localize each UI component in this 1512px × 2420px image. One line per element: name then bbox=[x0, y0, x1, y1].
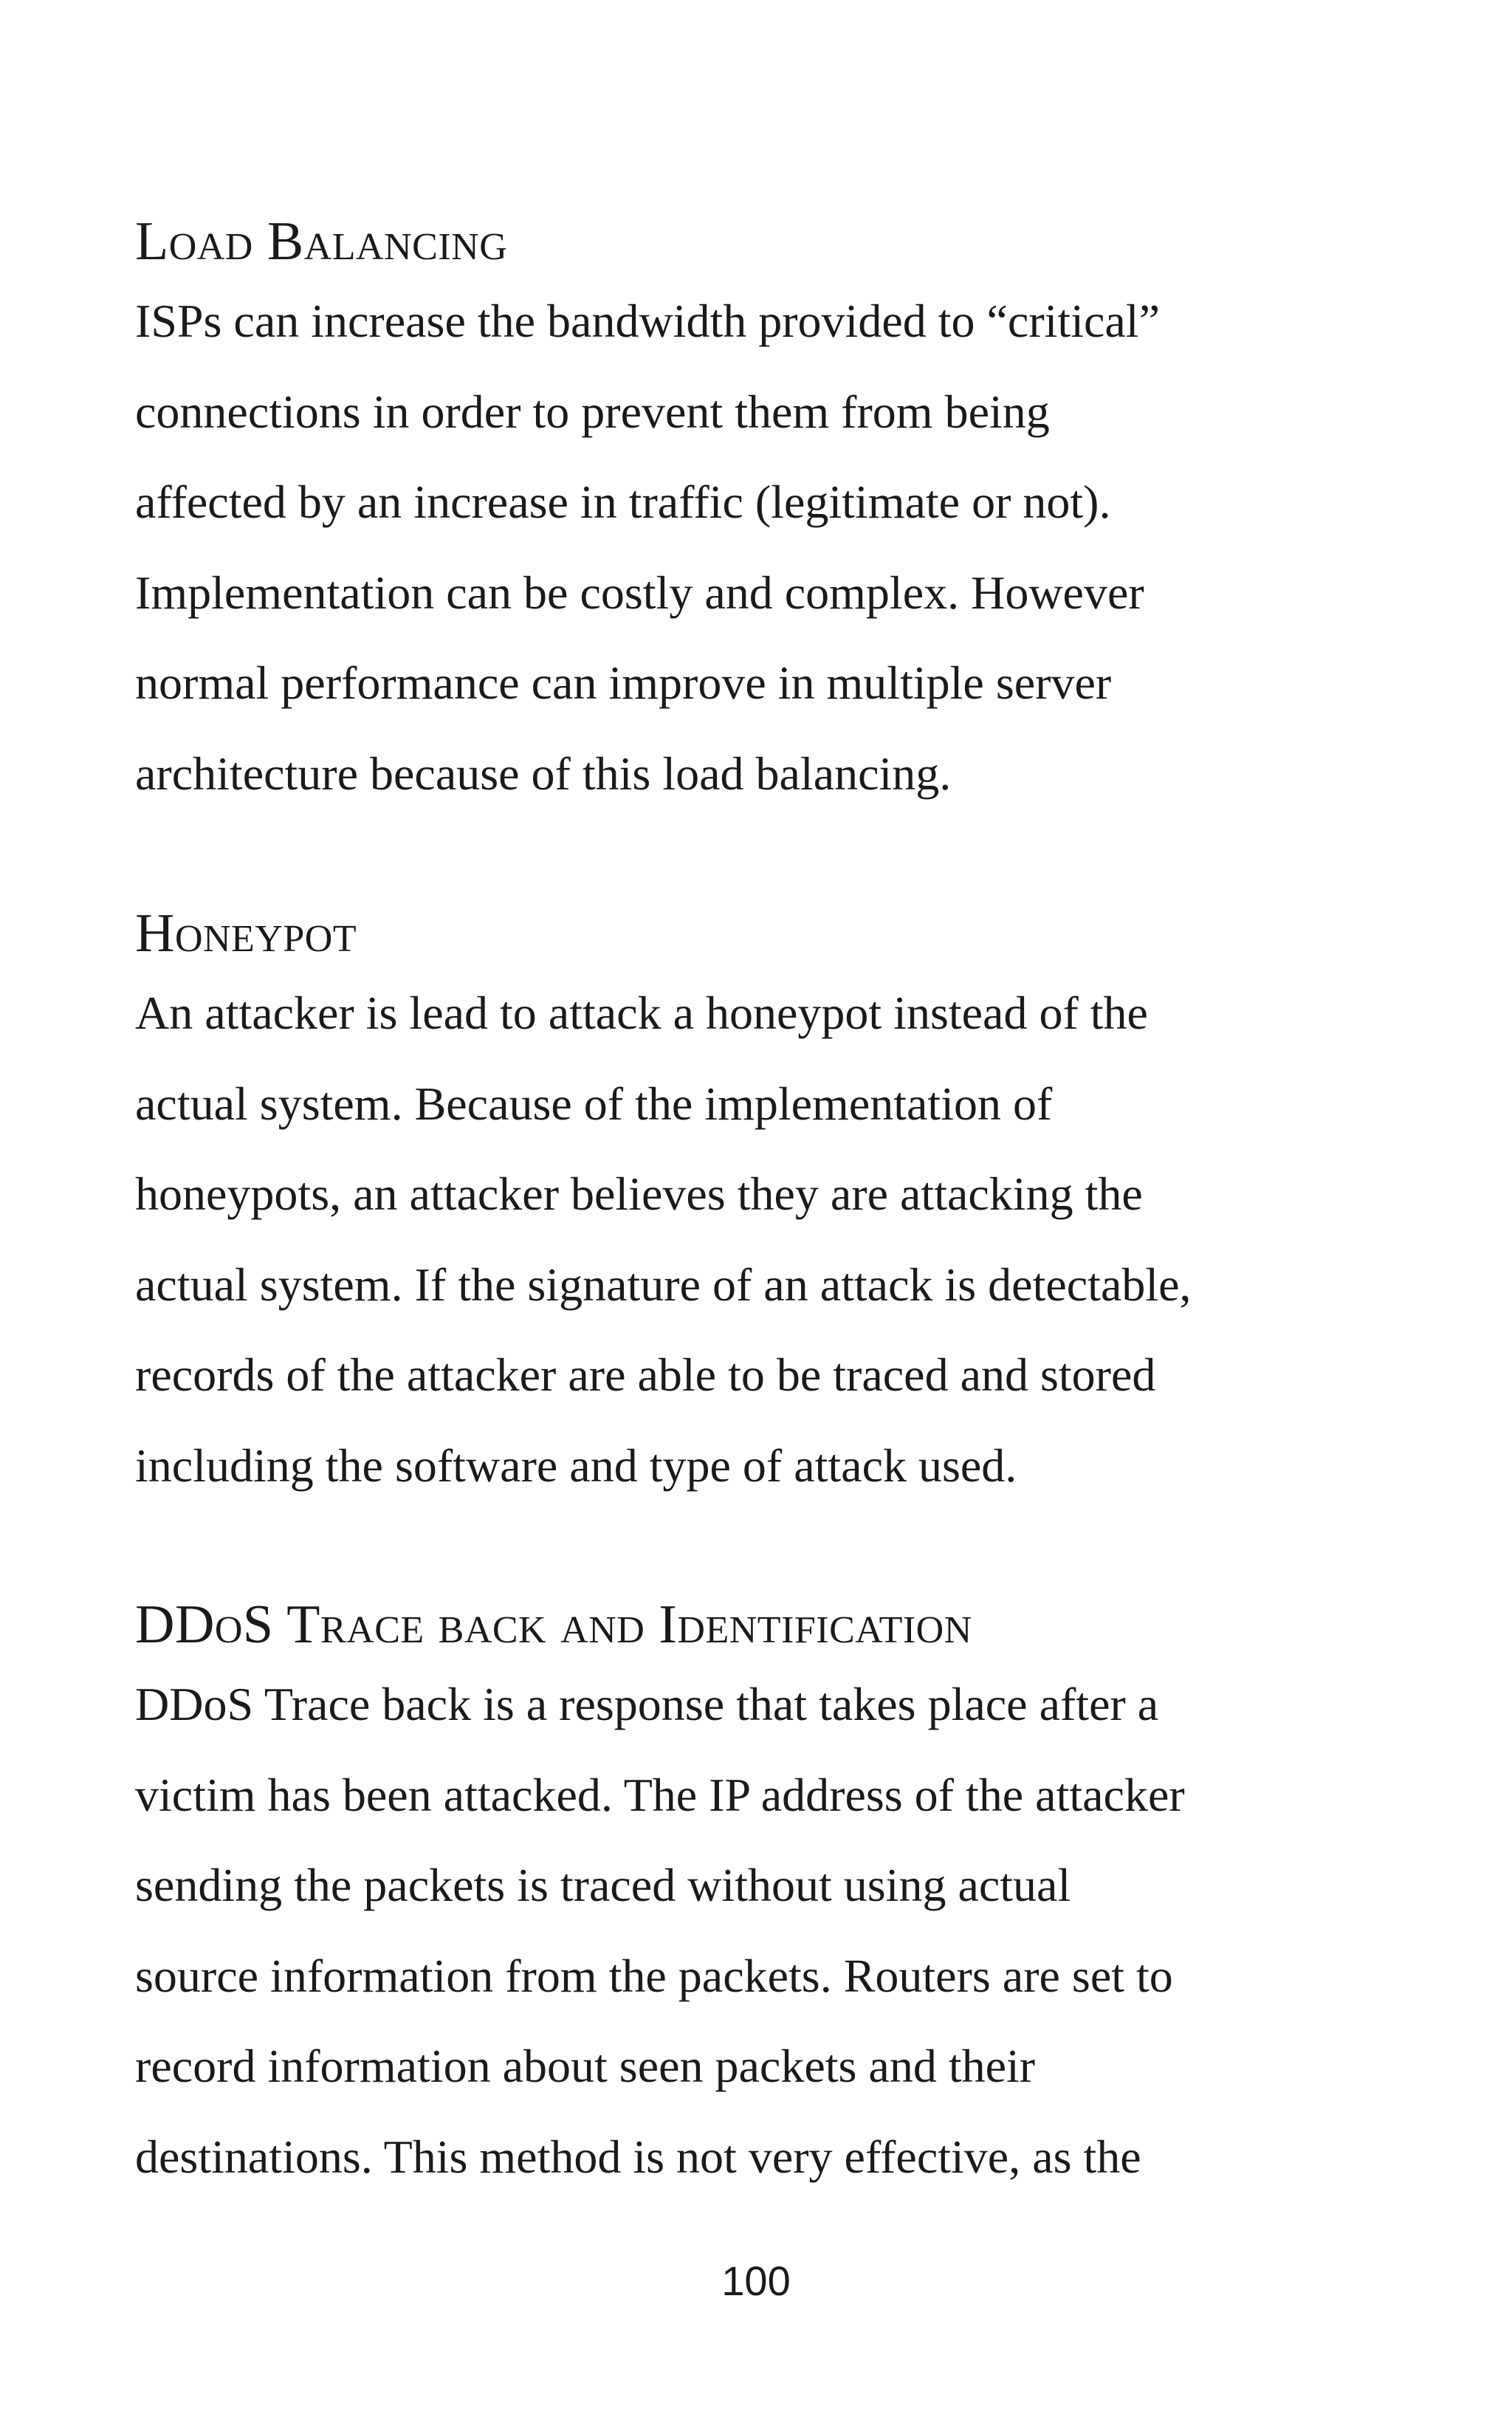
paragraph-line: record information about seen packets and their bbox=[135, 2040, 1036, 2092]
paragraph-line: victim has been attacked. The IP address of the attacker bbox=[135, 1768, 1185, 1821]
paragraph-line: honeypots, an attacker believes they are attacking the bbox=[135, 1168, 1143, 1220]
paragraph-line: An attacker is lead to attack a honeypot instead of the bbox=[135, 987, 1148, 1039]
paragraph-line: connections in order to prevent them from being bbox=[135, 385, 1050, 438]
paragraph-line: architecture because of this load balancing. bbox=[135, 747, 952, 800]
paragraph-line: actual system. If the signature of an attack is detectable, bbox=[135, 1258, 1192, 1311]
paragraph-line: destinations. This method is not very effective, as the bbox=[135, 2130, 1141, 2183]
section-heading: DDoS Trace back and Identification bbox=[135, 1594, 972, 1655]
section-honeypot bbox=[135, 900, 1390, 1511]
section-heading: Honeypot bbox=[135, 903, 357, 964]
section-ddos-trace-back bbox=[135, 1591, 1390, 2202]
section-load-balancing bbox=[135, 208, 1390, 819]
paragraph-line: DDoS Trace back is a response that takes place after a bbox=[135, 1678, 1159, 1730]
paragraph-line: records of the attacker are able to be traced and stored bbox=[135, 1348, 1156, 1401]
paragraph-line: source information from the packets. Routers are set to bbox=[135, 1949, 1173, 2002]
page-number: 100 bbox=[721, 2258, 791, 2304]
paragraph-line: Implementation can be costly and complex. However bbox=[135, 566, 1144, 619]
paragraph-line: ISPs can increase the bandwidth provided to “critical” bbox=[135, 295, 1160, 347]
paragraph-line: sending the packets is traced without using actual bbox=[135, 1859, 1071, 1911]
paragraph-line: affected by an increase in traffic (legitimate or not). bbox=[135, 476, 1111, 528]
paragraph-line: including the software and type of attack used. bbox=[135, 1439, 1017, 1492]
section-heading: Load Balancing bbox=[135, 211, 508, 272]
paragraph-line: actual system. Because of the implementation of bbox=[135, 1077, 1053, 1130]
paragraph-line: normal performance can improve in multiple server bbox=[135, 657, 1112, 709]
